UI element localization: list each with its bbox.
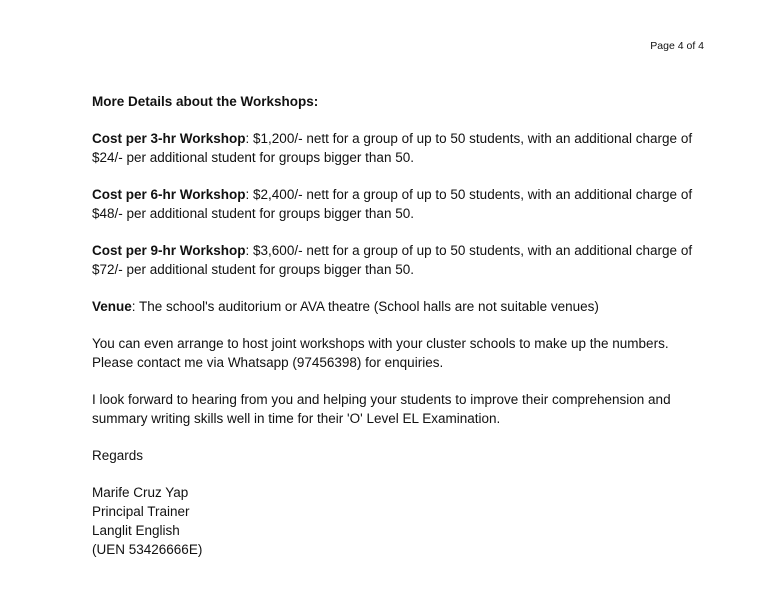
cost-9hr-paragraph [92,241,712,279]
closing-paragraph: I look forward to hearing from you and helping your students to improve their comprehension and summary writing skills well in time for their 'O' Level EL Examination. [92,392,671,426]
cost-6hr-paragraph [92,185,712,223]
venue-paragraph [92,297,712,316]
cost-3hr-text: : $1,200/- nett for a group of up to 50 students, with an additional charge of $24/- per additional student for groups bigger than 50. [92,131,693,165]
cost-6hr-text: : $2,400/- nett for a group of up to 50 students, with an additional charge of $48/- per additional student for groups bigger than 50. [92,187,693,221]
signature-title: Principal Trainer [92,504,190,519]
venue-label: Venue [92,299,132,314]
signature-name: Marife Cruz Yap [92,485,189,500]
joint-workshops-paragraph: You can even arrange to host joint workshops with your cluster schools to make up the numbers. Please contact me via Whatsapp (97456398) for enquiries. [92,336,669,370]
signature-uen: (UEN 53426666E) [92,542,203,557]
venue-text: : The school's auditorium or AVA theatre (School halls are not suitable venues) [131,299,599,314]
regards-line: Regards [92,448,144,463]
signature-block [92,483,712,559]
section-heading: More Details about the Workshops: [92,94,319,109]
cost-9hr-label: Cost per 9-hr Workshop [92,243,246,258]
page-number: Page 4 of 4 [650,40,704,52]
signature-organization: Langlit English [92,523,180,538]
cost-3hr-paragraph [92,129,712,167]
cost-3hr-label: Cost per 3-hr Workshop [92,131,246,146]
cost-6hr-label: Cost per 6-hr Workshop [92,187,246,202]
cost-9hr-text: : $3,600/- nett for a group of up to 50 students, with an additional charge of $72/- per additional student for groups bigger than 50. [92,243,693,277]
letter-body [92,92,712,559]
